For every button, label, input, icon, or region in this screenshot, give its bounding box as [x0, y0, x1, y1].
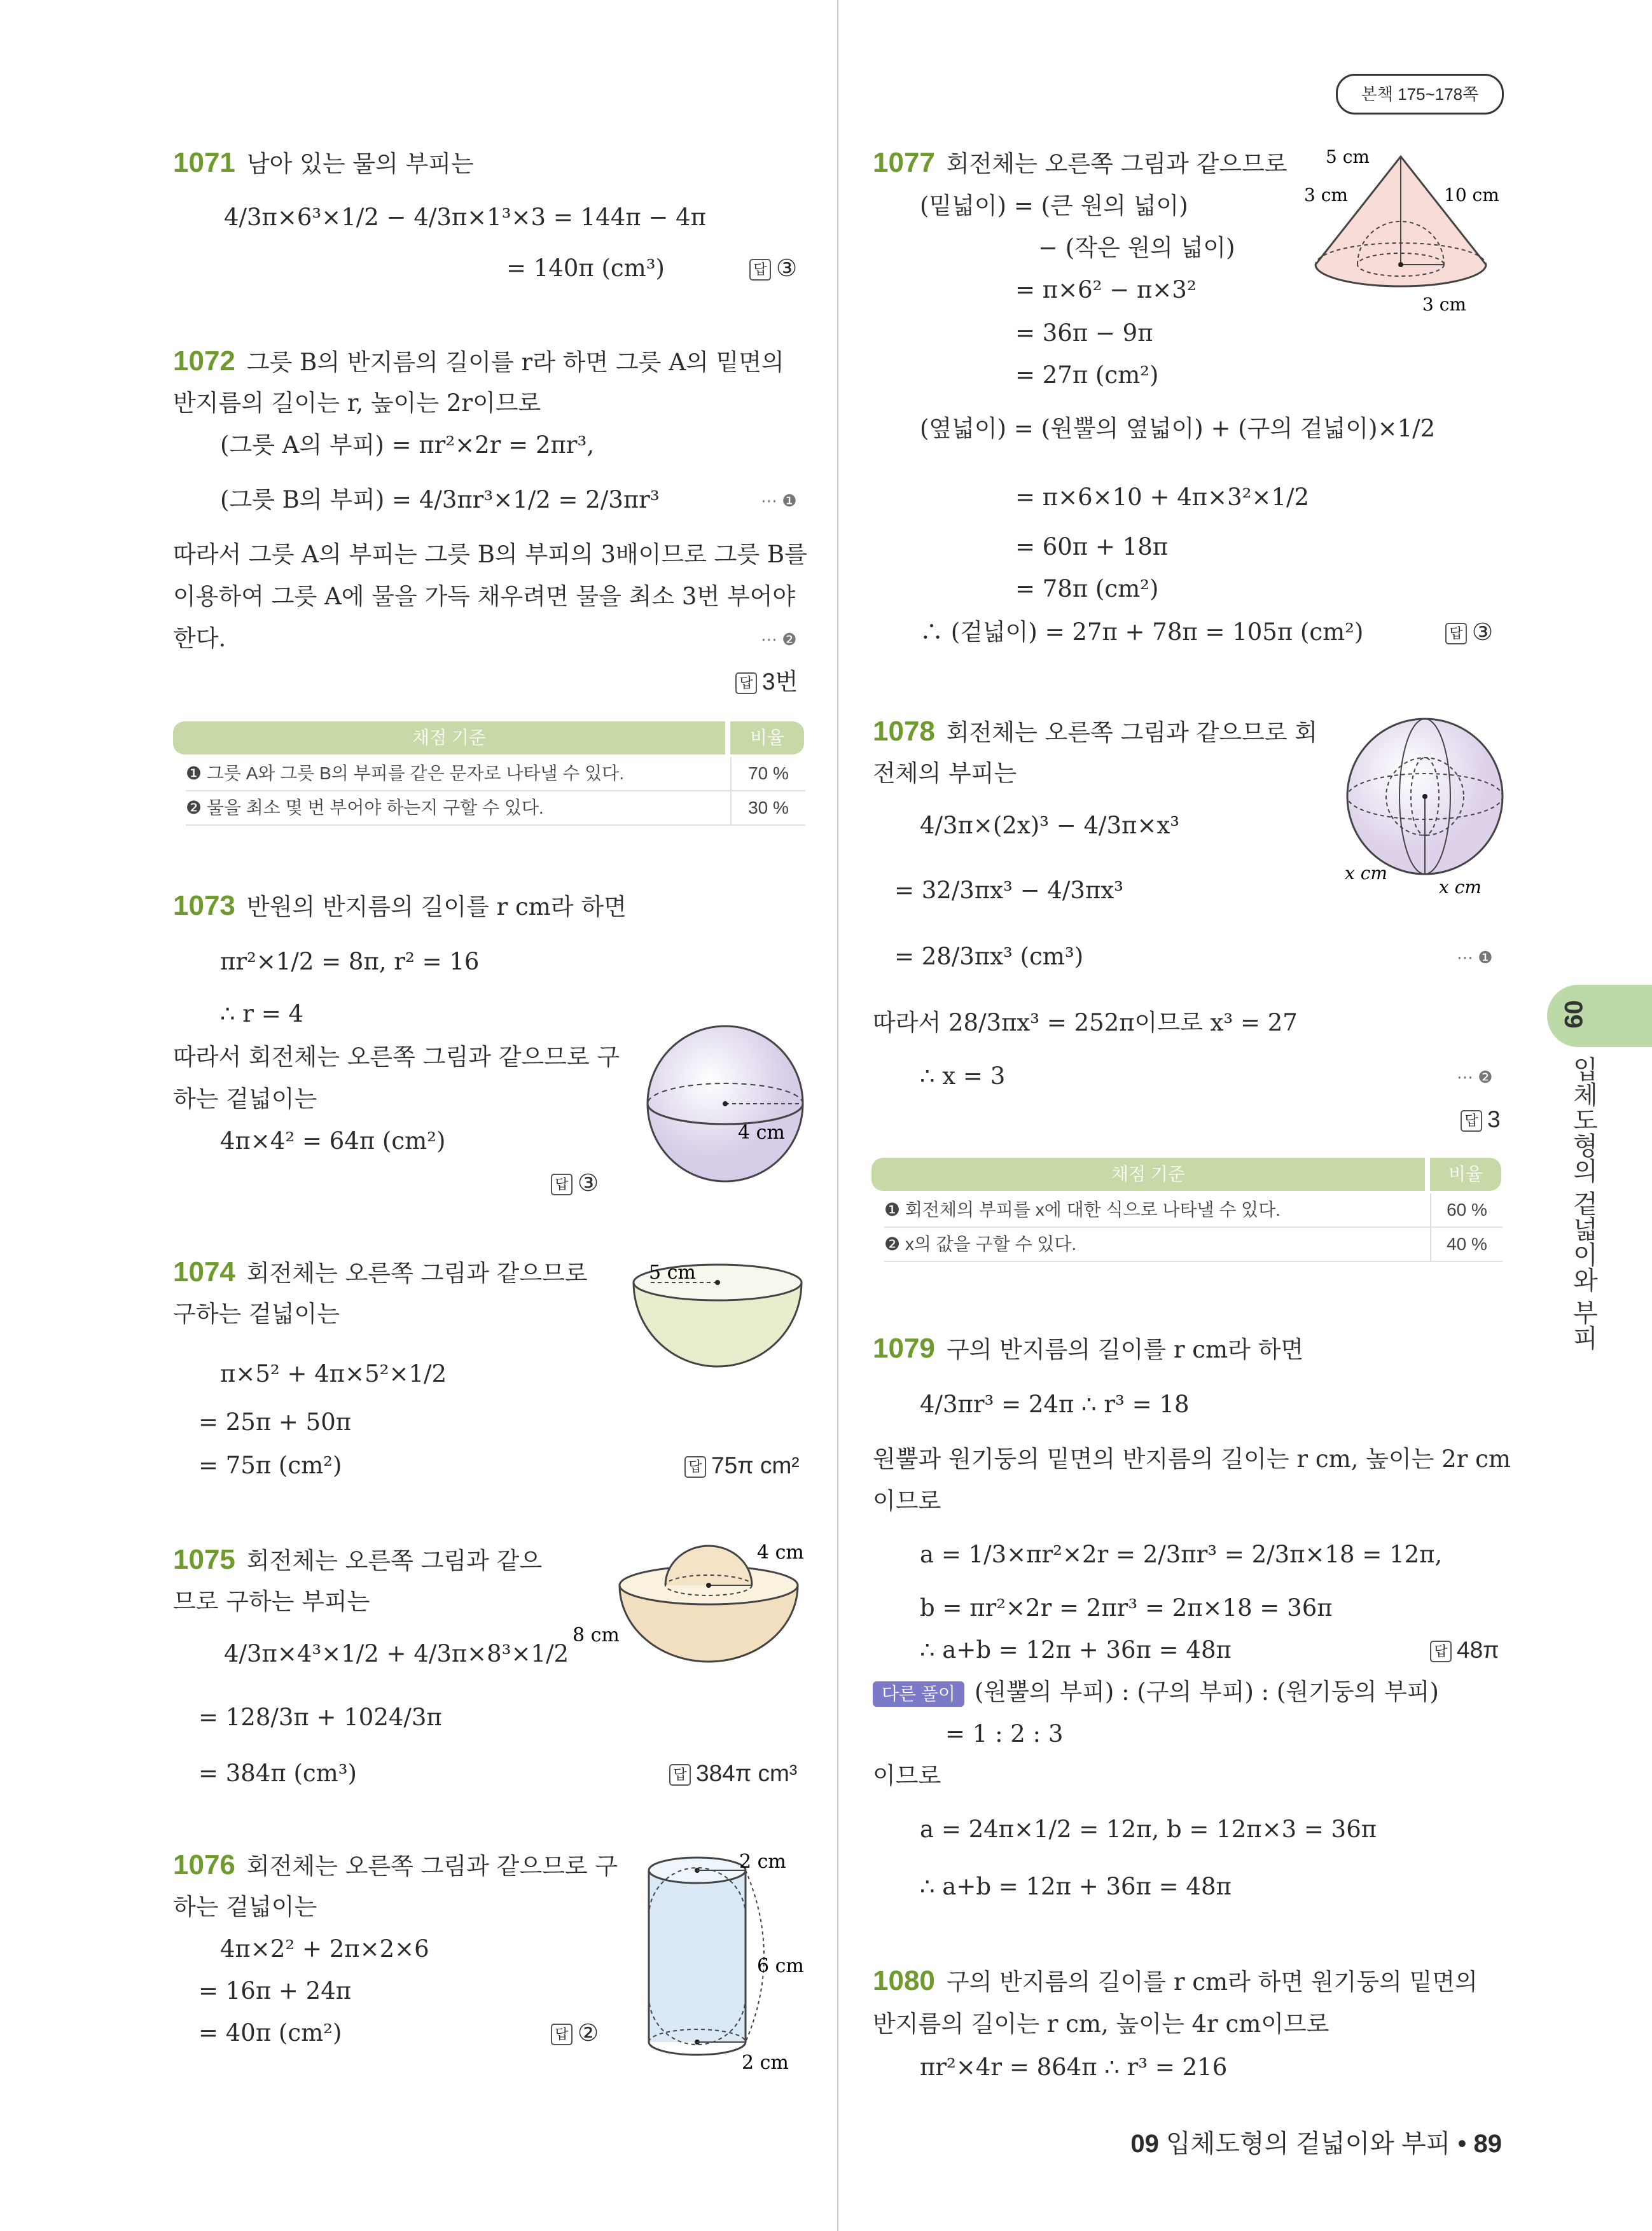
sphere-with-cavity-figure	[1329, 712, 1514, 903]
problem-1072-answer: 답 3번	[735, 667, 798, 697]
outer-radius-label: x cm	[1439, 877, 1482, 898]
problem-1077-eq7: ∴ (겉넓이) = 27π + 78π = 105π (cm²)	[920, 618, 1364, 646]
problem-1073-eq1: πr²×1/2 = 8π, r² = 16	[220, 948, 480, 975]
top-radius-label: 2 cm	[739, 1851, 786, 1873]
problem-1078-line6: 따라서 28/3πx³ = 252π이므로 x³ = 27	[873, 1009, 1298, 1036]
problem-1072-line5: 따라서 그릇 A의 부피는 그릇 B의 부피의 3배이므로 그릇 B를	[173, 541, 807, 568]
footer-title: 입체도형의 겉넓이와 부피	[1165, 2130, 1451, 2158]
problem-1079-eq1: 4/3πr³ = 24π ∴ r³ = 18	[920, 1391, 1190, 1418]
problem-1079-eq5: = 1 : 2 : 3	[945, 1720, 1064, 1748]
problem-1075-line2: 므로 구하는 부피는	[173, 1588, 370, 1615]
problem-1077-eq1: = π×6² − π×3²	[1015, 276, 1197, 303]
problem-1072-line6: 이용하여 그릇 A에 물을 가득 채우려면 물을 최소 3번 부어야	[173, 583, 796, 610]
problem-1071-eq1: 4/3π×6³×1/2 − 4/3π×1³×3 = 144π − 4π	[224, 204, 706, 231]
problem-1077-eq2: = 36π − 9π	[1015, 319, 1153, 347]
column-divider	[837, 0, 838, 2231]
page-number: 89	[1473, 2130, 1502, 2158]
problem-1079-eq4: ∴ a+b = 12π + 36π = 48π	[920, 1636, 1232, 1664]
problem-1080-intro: 1080 구의 반지름의 길이를 r cm라 하면 원기둥의 밑면의	[873, 1965, 1478, 1996]
step-marker-2: ⋯ ❷	[761, 630, 797, 649]
problem-1071-eq2: = 140π (cm³)	[506, 254, 665, 282]
problem-1079-alt: 다른 풀이 (원뿔의 부피) : (구의 부피) : (원기둥의 부피)	[873, 1677, 1439, 1707]
problem-1079-eq7: ∴ a+b = 12π + 36π = 48π	[920, 1873, 1232, 1900]
problem-1077-eq5: = 60π + 18π	[1015, 533, 1169, 560]
problem-1073-intro: 1073 반원의 반지름의 길이를 r cm라 하면	[173, 890, 627, 921]
table-row: ❶ 그릇 A와 그릇 B의 부피를 같은 문자로 나타낼 수 있다.	[186, 757, 730, 791]
problem-1071-answer: 답 ③	[749, 253, 797, 284]
problem-1072-line2: 반지름의 길이는 r, 높이는 2r이므로	[173, 389, 541, 417]
table-cell-ratio: 30 %	[730, 791, 805, 826]
hemisphere-radius-label: 3 cm	[1422, 294, 1466, 315]
problem-1072-line7: 한다.	[173, 625, 226, 652]
table-row: ❷ x의 값을 구할 수 있다.	[884, 1228, 1430, 1262]
table-header: 채점 기준	[871, 1158, 1425, 1191]
cone-height-label: 5 cm	[1326, 146, 1370, 167]
step-marker-1: ⋯ ❶	[761, 491, 797, 510]
problem-1074-answer: 답 75π cm²	[684, 1450, 800, 1481]
problem-1080-eq1: πr²×4r = 864π ∴ r³ = 216	[920, 2054, 1228, 2081]
problem-1079-eq6: a = 24π×1/2 = 12π, b = 12π×3 = 36π	[920, 1816, 1377, 1843]
alternative-solution-badge: 다른 풀이	[873, 1681, 964, 1707]
problem-1073-line5: 하는 겉넓이는	[173, 1085, 317, 1113]
problem-1079-line3: 원뿔과 원기둥의 밑면의 반지름의 길이는 r cm, 높이는 2r cm	[873, 1445, 1511, 1473]
problem-1072-intro: 1072 그릇 B의 반지름의 길이를 r라 하면 그릇 A의 밑면의	[173, 345, 784, 377]
cone-figure	[1304, 144, 1508, 322]
hemisphere-radius-label: 5 cm	[649, 1261, 696, 1284]
problem-1076-eq3: = 40π (cm²)	[198, 2019, 342, 2047]
problem-1075-answer: 답 384π cm³	[669, 1758, 797, 1789]
cone-slant-label: 10 cm	[1444, 184, 1499, 205]
problem-1072-line4: (그릇 B의 부피) = 4/3πr³×1/2 = 2/3πr³	[220, 486, 660, 513]
problem-1074-intro: 1074 회전체는 오른쪽 그림과 같으므로	[173, 1256, 588, 1288]
problem-1079-line10: 이므로	[873, 1762, 941, 1790]
problem-1075-eq1: 4/3π×4³×1/2 + 4/3π×8³×1/2	[224, 1640, 569, 1667]
problem-1072-line3: (그릇 A의 부피) = πr²×2r = 2πr³,	[220, 431, 595, 459]
problem-1076-eq1: 4π×2² + 2π×2×6	[220, 1935, 429, 1963]
problem-1074-line2: 구하는 겉넓이는	[173, 1300, 340, 1328]
step-marker-1: ⋯ ❶	[1457, 948, 1493, 967]
cone-radius-label: 3 cm	[1304, 184, 1348, 205]
problem-1073-eq3: 4π×4² = 64π (cm²)	[220, 1127, 446, 1155]
problem-1075-intro: 1075 회전체는 오른쪽 그림과 같으	[173, 1544, 543, 1575]
problem-1079-eq3: b = πr²×2r = 2πr³ = 2π×18 = 36π	[920, 1594, 1333, 1622]
table-header-ratio: 비율	[730, 721, 804, 754]
inner-radius-label: x cm	[1345, 863, 1387, 884]
problem-1080-line2: 반지름의 길이는 r cm, 높이는 4r cm이므로	[873, 2010, 1329, 2038]
height-label: 6 cm	[757, 1955, 804, 1977]
problem-1077-eq3: = 27π (cm²)	[1015, 361, 1159, 389]
problem-1077-intro: 1077 회전체는 오른쪽 그림과 같으므로	[873, 147, 1288, 178]
problem-1074-eq1: π×5² + 4π×5²×1/2	[220, 1360, 447, 1387]
table-header: 채점 기준	[173, 721, 725, 754]
table-cell-ratio: 60 %	[1430, 1193, 1503, 1228]
problem-1077-answer: 답 ③	[1445, 617, 1493, 648]
sphere-figure	[642, 1018, 814, 1190]
bowl-with-dome-figure	[566, 1539, 814, 1667]
footer-chapter: 09	[1130, 2130, 1159, 2158]
inner-radius-label: 4 cm	[757, 1541, 804, 1564]
problem-1076-line2: 하는 겉넓이는	[173, 1893, 317, 1921]
problem-1078-line2: 전체의 부피는	[873, 760, 1017, 787]
grading-table-1	[173, 721, 804, 826]
table-row: ❶ 회전체의 부피를 x에 대한 식으로 나타낼 수 있다.	[884, 1193, 1430, 1228]
side-tab-chapter: 09	[1558, 1000, 1587, 1029]
table-row: ❷ 물을 최소 몇 번 부어야 하는지 구할 수 있다.	[186, 791, 730, 826]
table-cell-ratio: 40 %	[1430, 1228, 1503, 1262]
problem-1073-answer: 답 ③	[551, 1168, 599, 1199]
sphere-radius-label: 4 cm	[738, 1122, 785, 1144]
problem-1078-intro: 1078 회전체는 오른쪽 그림과 같으므로 회	[873, 716, 1318, 747]
problem-1078-answer: 답 3	[1461, 1104, 1501, 1135]
problem-1079-intro: 1079 구의 반지름의 길이를 r cm라 하면	[873, 1333, 1304, 1364]
problem-1074-eq3: = 75π (cm²)	[198, 1452, 342, 1479]
problem-1079-answer: 답 48π	[1430, 1635, 1499, 1665]
problem-1076-eq2: = 16π + 24π	[198, 1977, 352, 2005]
problem-1073-line4: 따라서 회전체는 오른쪽 그림과 같으므로 구	[173, 1043, 620, 1071]
outer-radius-label: 8 cm	[573, 1624, 620, 1646]
grading-table-2	[871, 1158, 1501, 1262]
problem-1076-intro: 1076 회전체는 오른쪽 그림과 같으므로 구	[173, 1849, 618, 1880]
problem-1078-eq2: = 32/3πx³ − 4/3πx³	[894, 877, 1123, 904]
problem-1077-line7: (옆넓이) = (원뿔의 옆넓이) + (구의 겉넓이)×1/2	[920, 415, 1436, 442]
problem-1077-line2: (밑넓이) = (큰 원의 넓이)	[920, 192, 1188, 219]
problem-1077-eq4: = π×6×10 + 4π×3²×1/2	[1015, 483, 1310, 511]
problem-1079-line4: 이므로	[873, 1487, 941, 1515]
table-header-ratio: 비율	[1430, 1158, 1501, 1191]
problem-1078-eq1: 4/3π×(2x)³ − 4/3π×x³	[920, 812, 1180, 839]
problem-1074-eq2: = 25π + 50π	[198, 1408, 352, 1436]
problem-1073-eq2: ∴ r = 4	[220, 1000, 304, 1027]
problem-1071-intro: 1071 남아 있는 물의 부피는	[173, 147, 474, 178]
problem-1078-eq3: = 28/3πx³ (cm³)	[894, 943, 1084, 970]
page-range-tag: 본책 175~178쪽	[1336, 74, 1504, 115]
problem-1077-eq6: = 78π (cm²)	[1015, 575, 1159, 602]
problem-1075-eq3: = 384π (cm³)	[198, 1760, 357, 1787]
problem-1076-answer: 답 ②	[551, 2018, 599, 2048]
table-cell-ratio: 70 %	[730, 757, 805, 791]
cylinder-figure	[636, 1845, 827, 2080]
hemisphere-figure	[630, 1260, 808, 1380]
page-footer: 09 입체도형의 겉넓이와 부피 • 89	[1130, 2130, 1502, 2158]
step-marker-2: ⋯ ❷	[1457, 1067, 1493, 1087]
problem-1078-eq4: ∴ x = 3	[920, 1062, 1006, 1090]
bottom-radius-label: 2 cm	[742, 2052, 789, 2074]
problem-1077-line3: − (작은 원의 넓이)	[1038, 234, 1235, 261]
problem-1079-eq2: a = 1/3×πr²×2r = 2/3πr³ = 2/3π×18 = 12π,	[920, 1541, 1443, 1568]
problem-1075-eq2: = 128/3π + 1024/3π	[198, 1704, 442, 1731]
side-tab-title: 입체도형의 겉넓이와 부피	[1569, 1056, 1597, 1351]
